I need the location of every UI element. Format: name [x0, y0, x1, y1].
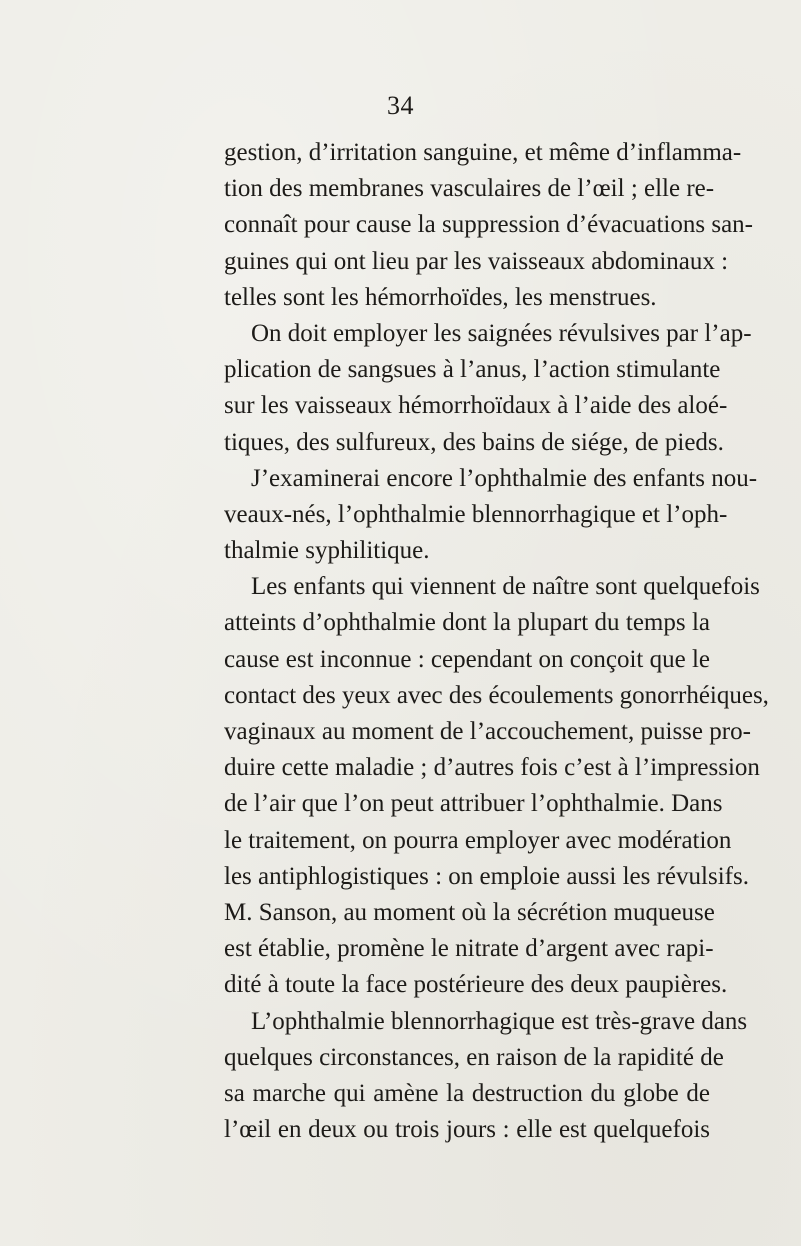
text-line: est établie, promène le nitrate d’argent avec rapi- [224, 935, 714, 963]
text-line: atteints d’ophthalmie dont la plupart du temps la [224, 609, 710, 637]
text-line: dité à toute la face postérieure des deux paupières. [224, 971, 728, 999]
text-line: On doit employer les saignées révulsives par l’ap- [251, 319, 752, 347]
text-line: telles sont les hémorrhoïdes, les menstrues. [224, 283, 657, 311]
text-line: thalmie syphilitique. [224, 537, 430, 565]
text-line: sur les vaisseaux hémorrhoïdaux à l’aide des aloé- [224, 392, 728, 420]
text-line: cause est inconnue : cependant on conçoit que le [224, 645, 710, 673]
page-number: 34 [387, 91, 414, 120]
body-text [224, 135, 769, 1148]
text-line: M. Sanson, au moment où la sécrétion muqueuse [224, 898, 715, 926]
text-line: tion des membranes vasculaires de l’œil ; elle re- [224, 175, 715, 203]
text-line: de l’air que l’on peut attribuer l’ophthalmie. Dans [224, 790, 723, 818]
text-line: J’examinerai encore l’ophthalmie des enfants nou- [251, 464, 758, 492]
text-line: Les enfants qui viennent de naître sont quelquefois [251, 573, 760, 601]
text-line: contact des yeux avec des écoulements gonorrhéiques, [224, 681, 769, 709]
text-line: connaît pour cause la suppression d’évacuations san- [224, 211, 754, 239]
text-line: guines qui ont lieu par les vaisseaux abdominaux : [224, 247, 729, 275]
text-line: sa marche qui amène la destruction du globe de [224, 1079, 710, 1107]
text-line: plication de sangsues à l’anus, l’action stimulante [224, 356, 721, 384]
text-line: tiques, des sulfureux, des bains de siége, de pieds. [224, 428, 724, 456]
text-line: le traitement, on pourra employer avec modération [224, 826, 732, 854]
text-line: gestion, d’irritation sanguine, et même d’inflamma- [224, 139, 742, 166]
text-line: quelques circonstances, en raison de la rapidité de [224, 1043, 724, 1071]
text-line: L’ophthalmie blennorrhagique est très-grave dans [251, 1007, 748, 1035]
text-line: duire cette maladie ; d’autres fois c’est à l’impression [224, 754, 760, 782]
text-line: veaux-nés, l’ophthalmie blennorrhagique et l’oph- [224, 500, 728, 528]
text-line: les antiphlogistiques : on emploie aussi les révulsifs. [224, 862, 749, 890]
text-line: vaginaux au moment de l’accouchement, puisse pro- [224, 718, 751, 745]
text-line: l’œil en deux ou trois jours : elle est quelquefois [224, 1116, 710, 1144]
